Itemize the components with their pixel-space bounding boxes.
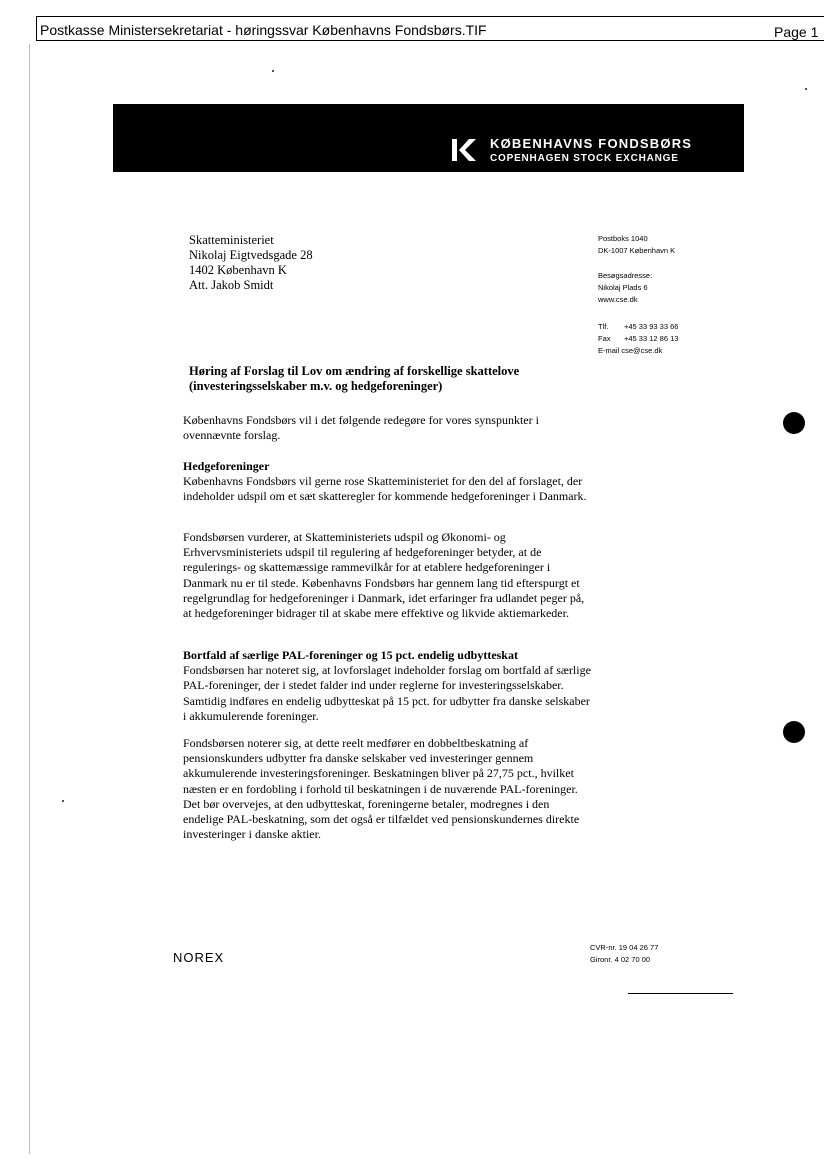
company-registration xyxy=(590,942,658,966)
company-name-english: COPENHAGEN STOCK EXCHANGE xyxy=(490,153,679,164)
fax-document-title: Postkasse Ministersekretariat - høringssvar Københavns Fondsbørs.TIF xyxy=(40,22,487,38)
punch-hole-mark xyxy=(783,721,805,743)
email-address: cse@cse.dk xyxy=(621,346,663,355)
section-paragraph: Fondsbørsen noterer sig, at dette reelt medfører en dobbeltbeskatning af pensionskunders udbytter fra danske selskaber ved investeringer gennem akkumulerende investeringsforeninger. Beskatningen bliver på 27,75 pct., hvilket næsten er en fordobling i forhold til beskatningen i de nuværende PAL-foreninger. Det bør overvejes, at den udbytteskat, foreningerne betaler, modregnes i den endelige PAL-beskatning, som det også er tilfældet ved pensionskundernes direkte investeringer i danske aktier. xyxy=(183,736,580,842)
fax-number: +45 33 12 86 13 xyxy=(624,334,679,343)
header-bottom-rule xyxy=(36,40,824,41)
recipient-line: Skatteministeriet xyxy=(189,233,274,247)
fax-row xyxy=(598,333,678,345)
section-heading: Hedgeforeninger xyxy=(183,459,270,473)
phone-label: Tlf. xyxy=(598,322,609,331)
cvr-number: CVR-nr. 19 04 26 77 xyxy=(590,943,659,952)
intro-paragraph: Københavns Fondsbørs vil i det følgende redegøre for vores synspunkter i ovennævnte forslag. xyxy=(183,413,539,443)
email-row xyxy=(598,345,678,357)
sender-postcode: DK-1007 København K xyxy=(598,246,676,255)
scan-speck xyxy=(805,88,807,90)
signature-rule xyxy=(628,993,733,994)
section-pal-foreninger xyxy=(183,648,593,724)
header-left-rule xyxy=(36,16,37,41)
visit-address-label: Besøgsadresse: xyxy=(598,271,653,280)
section-heading: Bortfald af særlige PAL-foreninger og 15 pct. endelig udbytteskat xyxy=(183,648,518,662)
scan-speck xyxy=(62,800,64,802)
sender-postbox: Postboks 1040 xyxy=(598,234,648,243)
visit-address: Nikolaj Plads 6 xyxy=(598,283,648,292)
letter-subject xyxy=(189,364,589,394)
subject-line: (investeringsselskaber m.v. og hedgeforeninger) xyxy=(189,379,443,393)
phone-number: +45 33 93 33 66 xyxy=(624,322,679,331)
recipient-line: 1402 København K xyxy=(189,263,287,277)
fax-page-number: Page 1 xyxy=(774,24,819,40)
subject-line: Høring af Forslag til Lov om ændring af forskellige skattelove xyxy=(189,364,520,378)
section-paragraph: Fondsbørsen vurderer, at Skatteministeriets udspil og Økonomi- og Erhvervsministeriets udspil til regulering af hedgeforeninger betyder, at de regulerings- og skattemæssige rammevilkår for at etablere hedgeforeninger i Danmark nu er til stede. Københavns Fondsbørs har gennem lang tid efterspurgt et regelgrundlag for hedgeforeninger i Danmark, idet erfaringer fra udlandet peger på, at hedgeforeninger bidrager til at skabe mere effektive og likvide aktiemarkeder. xyxy=(183,530,585,621)
section-paragraph: Københavns Fondsbørs vil gerne rose Skatteministeriet for den del af forslaget, der indeholder udspil om et sæt skatteregler for kommende hedgeforeninger i Danmark. xyxy=(183,474,587,504)
copenhagen-stock-exchange-logo-icon xyxy=(452,139,476,161)
recipient-address xyxy=(189,233,313,293)
fax-header xyxy=(0,0,824,44)
header-top-rule xyxy=(36,16,824,17)
sender-contact xyxy=(598,321,678,357)
scan-margin-line xyxy=(29,44,30,1154)
sender-postal-address xyxy=(598,233,675,257)
company-name-danish: KØBENHAVNS FONDSBØRS xyxy=(490,136,693,151)
recipient-line: Att. Jakob Smidt xyxy=(189,278,274,292)
section-hedgeforeninger xyxy=(183,459,593,505)
email-label: E-mail xyxy=(598,346,620,355)
sender-visit-address xyxy=(598,270,652,306)
punch-hole-mark xyxy=(783,412,805,434)
section-paragraph: Fondsbørsen har noteret sig, at lovforslaget indeholder forslag om bortfald af særlige PAL-foreninger, der i stedet falder ind under reglerne for investeringsselskaber. Samtidig indføres en endelig udbytteskat på 15 pct. for udbytter fra danske selskaber i akkumulerende foreninger. xyxy=(183,663,591,723)
sender-website: www.cse.dk xyxy=(598,295,638,304)
phone-row xyxy=(598,321,678,333)
giro-number: Gironr. 4 02 70 00 xyxy=(590,955,651,964)
fax-label: Fax xyxy=(598,334,611,343)
norex-logo: NOREX xyxy=(173,950,225,965)
scan-speck xyxy=(272,70,274,72)
recipient-line: Nikolaj Eigtvedsgade 28 xyxy=(189,248,313,262)
